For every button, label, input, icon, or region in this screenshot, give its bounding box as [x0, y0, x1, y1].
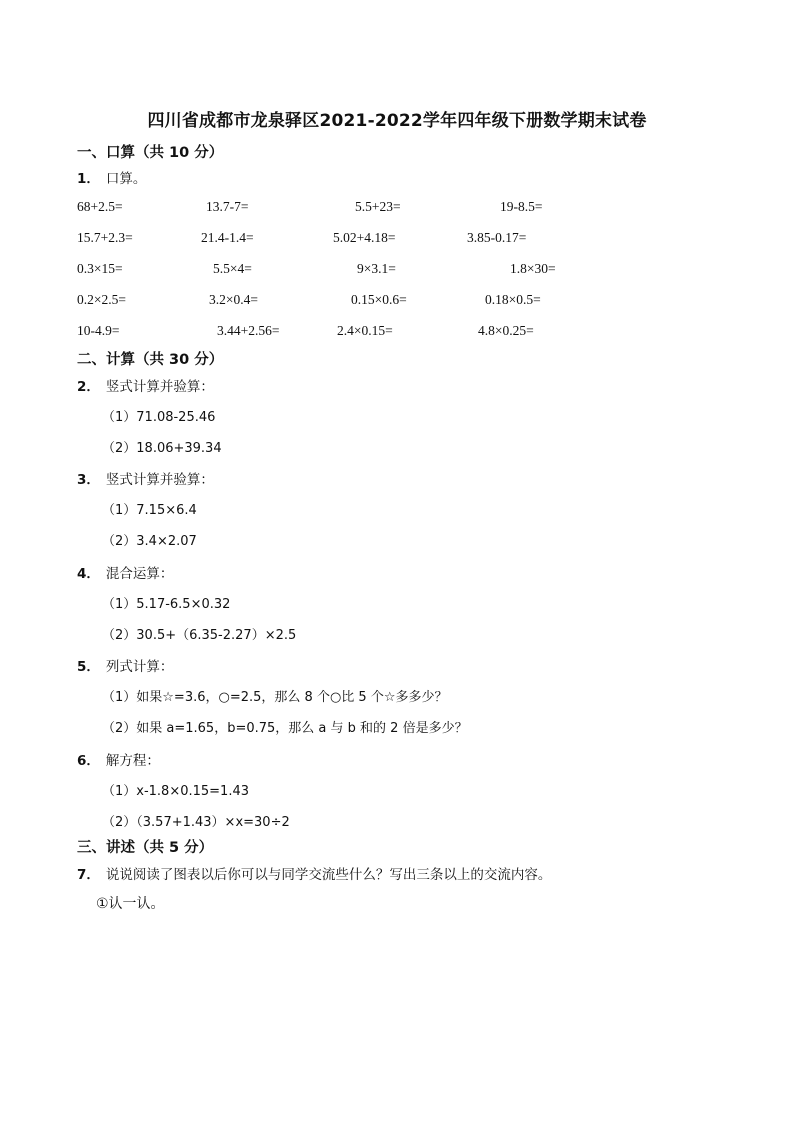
- oral-item: 10-4.9=: [77, 323, 120, 338]
- question-4: [77, 562, 173, 582]
- sub-item: （2）3.4×2.07: [102, 534, 197, 549]
- oral-item: 4.8×0.25=: [478, 323, 534, 338]
- question-text: 混合运算：: [105, 566, 174, 582]
- question-1: [77, 167, 146, 187]
- page-title: 四川省成都市龙泉驿区2021-2022学年四年级下册数学期末试卷: [147, 111, 647, 131]
- section-heading-narrate: 三、讲述（共 5 分）: [77, 840, 214, 856]
- question-text: 说说阅读了图表以后你可以与同学交流些什么？写出三条以上的交流内容。: [105, 867, 552, 883]
- oral-item: 2.4×0.15=: [337, 323, 393, 338]
- question-number: 3．: [77, 472, 100, 488]
- sub-item: （2）18.06+39.34: [102, 441, 222, 456]
- oral-item: 3.85-0.17=: [467, 230, 527, 245]
- question-number: 7．: [77, 867, 100, 883]
- oral-item: 19-8.5=: [500, 199, 543, 214]
- sub-item: （1）5.17-6.5×0.32: [102, 597, 231, 612]
- sub-item: （1）7.15×6.4: [102, 503, 197, 518]
- sub-item: （1）71.08-25.46: [102, 410, 216, 425]
- question-2: [77, 375, 214, 395]
- question-text: 竖式计算并验算：: [105, 472, 214, 488]
- oral-item: 3.44+2.56=: [217, 323, 280, 338]
- question-number: 1．: [77, 171, 100, 187]
- oral-item: 0.18×0.5=: [485, 292, 541, 307]
- question-text: 解方程：: [105, 753, 160, 769]
- oral-item: 15.7+2.3=: [77, 230, 133, 245]
- question-5: [77, 655, 173, 675]
- section-heading-oral: 一、口算（共 10 分）: [77, 145, 224, 161]
- oral-item: 68+2.5=: [77, 199, 123, 214]
- question-number: 4．: [77, 566, 100, 582]
- section-heading-calc: 二、计算（共 30 分）: [77, 352, 224, 368]
- sub-item: （2）如果 a=1.65，b=0.75，那么 a 与 b 和的 2 倍是多少？: [102, 721, 468, 736]
- sub-item: ①认一认。: [96, 896, 165, 912]
- question-number: 6．: [77, 753, 100, 769]
- oral-item: 1.8×30=: [510, 261, 556, 276]
- oral-item: 5.5×4=: [213, 261, 252, 276]
- oral-item: 5.5+23=: [355, 199, 401, 214]
- question-number: 5．: [77, 659, 100, 675]
- question-text: 口算。: [105, 171, 147, 187]
- sub-item: （2）（3.57+1.43）×x=30÷2: [102, 815, 290, 830]
- question-3: [77, 468, 214, 488]
- sub-item: （1）x-1.8×0.15=1.43: [102, 784, 250, 799]
- question-text: 竖式计算并验算：: [105, 379, 214, 395]
- oral-item: 13.7-7=: [206, 199, 249, 214]
- oral-item: 0.15×0.6=: [351, 292, 407, 307]
- oral-item: 0.3×15=: [77, 261, 123, 276]
- sub-item: （1）如果☆=3.6，○=2.5，那么 8 个○比 5 个☆多多少？: [102, 690, 448, 705]
- oral-item: 21.4-1.4=: [201, 230, 254, 245]
- question-number: 2．: [77, 379, 100, 395]
- oral-item: 3.2×0.4=: [209, 292, 258, 307]
- oral-item: 9×3.1=: [357, 261, 396, 276]
- oral-item: 5.02+4.18=: [333, 230, 396, 245]
- question-6: [77, 749, 160, 769]
- question-7: [77, 863, 551, 883]
- oral-item: 0.2×2.5=: [77, 292, 126, 307]
- sub-item: （2）30.5+（6.35-2.27）×2.5: [102, 628, 297, 643]
- question-text: 列式计算：: [105, 659, 174, 675]
